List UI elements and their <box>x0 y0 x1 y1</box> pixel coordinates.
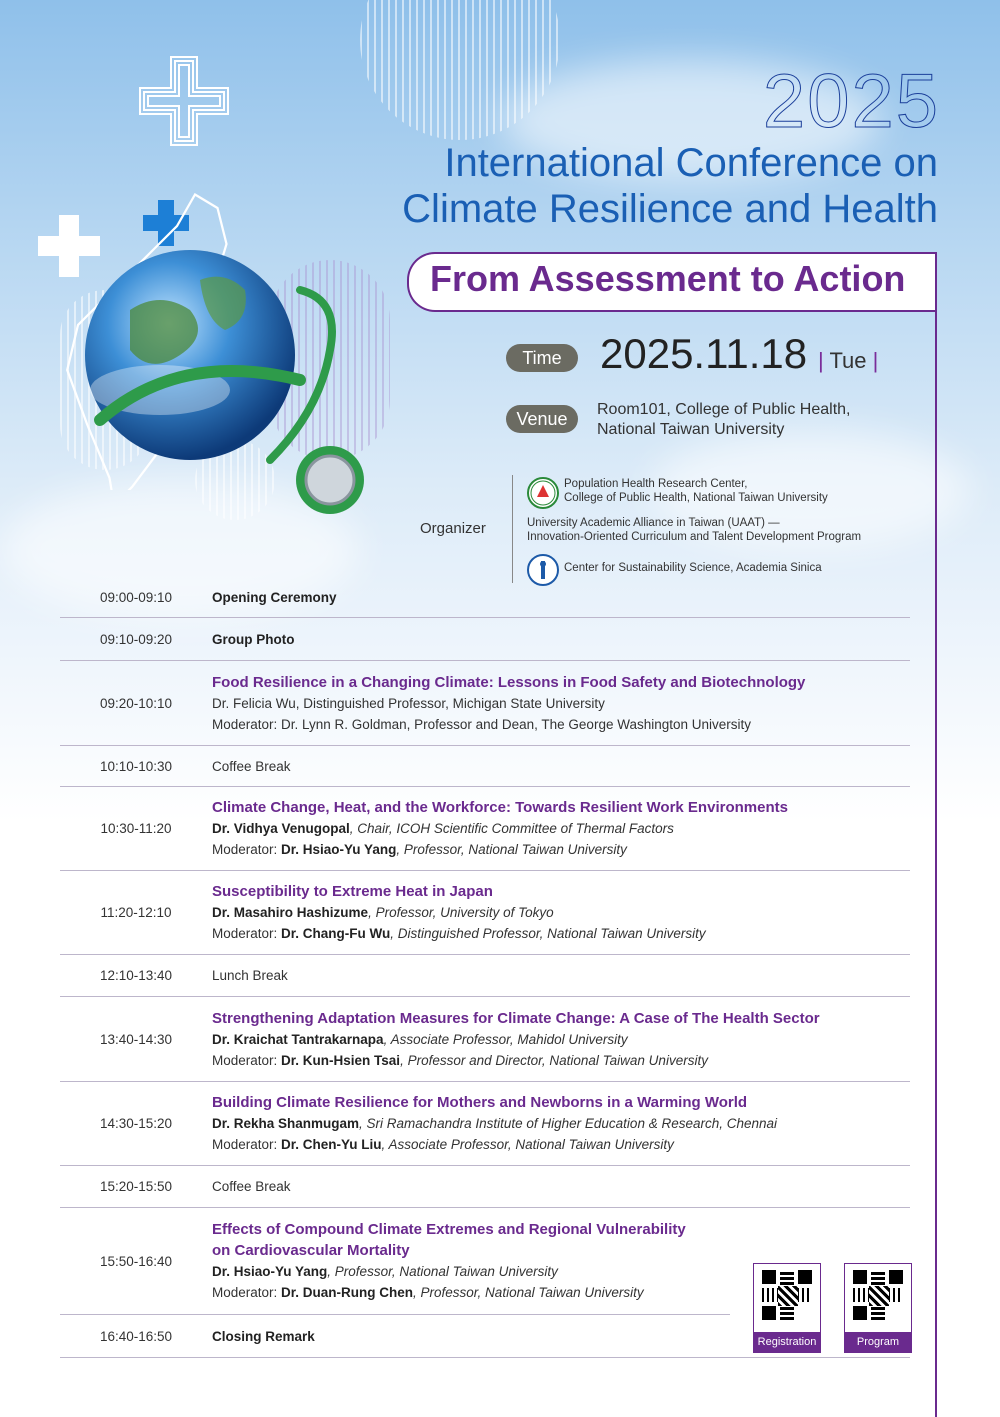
session-title: Susceptibility to Extreme Heat in Japan <box>212 883 493 900</box>
phrc-logo-icon <box>527 477 559 509</box>
session-time: 10:30-11:20 <box>100 821 172 836</box>
schedule-row <box>60 1166 910 1208</box>
schedule-row <box>60 578 910 618</box>
event-year: 2025 <box>762 59 940 144</box>
moderator-role: , Professor, National Taiwan University <box>413 1285 644 1300</box>
session-time: 11:20-12:10 <box>100 905 172 920</box>
organizer-item-2 <box>527 516 861 544</box>
registration-qr-label: Registration <box>754 1332 820 1352</box>
speaker-line <box>212 818 910 839</box>
session-time: 09:10-09:20 <box>99 631 173 647</box>
schedule-row <box>60 1208 730 1315</box>
speaker-name: Dr. Vidhya Venugopal <box>212 821 350 836</box>
speaker-role: , Professor, University of Tokyo <box>368 905 554 920</box>
organizer-label: Organizer <box>420 520 486 537</box>
venue-line-1: Room101, College of Public Health, <box>597 401 851 418</box>
moderator-name: Dr. Kun-Hsien Tsai <box>281 1052 401 1068</box>
schedule-row <box>60 955 910 997</box>
session-title: Food Resilience in a Changing Climate: Lessons in Food Safety and Biotechnology <box>212 673 806 691</box>
title-line-2: Climate Resilience and Health <box>402 187 938 231</box>
organizer-item-2-line-1: University Academic Alliance in Taiwan (UAAT) — <box>527 517 780 529</box>
event-day: | Tue | <box>818 348 879 373</box>
speaker-name: Dr. Rekha Shanmugam <box>212 1116 360 1131</box>
stethoscope-chestpiece-icon <box>290 440 370 520</box>
moderator-role: , Associate Professor, National Taiwan University <box>381 1137 674 1152</box>
venue-label: Venue <box>506 405 578 433</box>
outline-cross-icon <box>138 55 230 147</box>
session-time: 09:20-10:10 <box>99 695 173 711</box>
speaker-role: , Professor, National Taiwan University <box>327 1264 558 1279</box>
schedule-row <box>60 618 910 661</box>
session-title: Climate Change, Heat, and the Workforce: Towards Resilient Work Environments <box>212 799 788 816</box>
speaker-role: , Associate Professor, Mahidol University <box>383 1031 628 1047</box>
schedule-row <box>60 871 910 955</box>
moderator-line <box>212 923 910 944</box>
moderator-prefix: Moderator: <box>212 1137 282 1152</box>
accent-vertical-line <box>935 252 937 1417</box>
organizer-divider <box>512 475 513 583</box>
speaker-name: Dr. Masahiro Hashizume <box>212 905 369 920</box>
moderator-name: Dr. Chen-Yu Liu <box>281 1137 382 1152</box>
event-date: 2025.11.18 <box>600 330 808 377</box>
session-title: Strengthening Adaptation Measures for Climate Change: A Case of The Health Sector <box>212 1009 820 1027</box>
qr-code-icon <box>853 1270 903 1320</box>
moderator-role: , Distinguished Professor, National Taiwan University <box>390 926 706 941</box>
organizer-item-3 <box>564 561 822 575</box>
subtitle: From Assessment to Action <box>430 258 906 299</box>
speaker-name: Dr. Kraichat Tantrakarnapa <box>212 1031 384 1047</box>
session-title: Closing Remark <box>212 1328 315 1344</box>
speaker-line <box>212 1113 910 1134</box>
session-time: 14:30-15:20 <box>99 1116 173 1131</box>
speaker-role: , Sri Ramachandra Institute of Higher Education & Research, Chennai <box>359 1116 778 1131</box>
organizer-item-1-line-2: College of Public Health, National Taiwan University <box>564 492 828 504</box>
day-of-week: Tue <box>829 348 867 373</box>
venue-line-2: National Taiwan University <box>597 421 785 438</box>
moderator-role: , Professor, National Taiwan University <box>396 842 627 857</box>
session-time: 10:10-10:30 <box>99 758 173 774</box>
moderator-role: , Professor and Director, National Taiwan University <box>400 1052 708 1068</box>
session-title: Group Photo <box>212 631 295 647</box>
session-time: 13:40-14:30 <box>99 1031 173 1047</box>
session-title-line-1: Effects of Compound Climate Extremes and Regional Vulnerability <box>212 1221 686 1238</box>
session-time: 15:50-16:40 <box>99 1253 173 1269</box>
organizer-item-1 <box>564 477 828 505</box>
organizer-item-3-line-1: Center for Sustainability Science, Academia Sinica <box>564 562 822 574</box>
moderator-line <box>212 839 910 860</box>
moderator-name: Dr. Hsiao-Yu Yang <box>281 842 397 857</box>
schedule-row <box>60 787 910 871</box>
speaker-line <box>212 902 910 923</box>
moderator-line: Moderator: Dr. Lynn R. Goldman, Professor and Dean, The George Washington University <box>212 716 752 732</box>
schedule-row <box>60 746 910 787</box>
session-time: 09:00-09:10 <box>99 590 173 605</box>
moderator-name: Dr. Chang-Fu Wu <box>281 926 391 941</box>
qr-code-icon <box>762 1270 812 1320</box>
registration-qr-code[interactable] <box>753 1263 821 1353</box>
moderator-line <box>212 1134 910 1155</box>
schedule-table <box>60 578 910 1358</box>
program-qr-label: Program <box>845 1332 911 1352</box>
schedule-row <box>60 1082 910 1166</box>
speaker-role: , Chair, ICOH Scientific Committee of Thermal Factors <box>349 821 674 836</box>
speaker-line: Dr. Felicia Wu, Distinguished Professor, Michigan State University <box>212 695 605 711</box>
moderator-line <box>212 1282 730 1303</box>
session-title: Opening Ceremony <box>212 590 337 605</box>
speaker-line <box>212 1029 910 1050</box>
session-time: 12:10-13:40 <box>99 968 173 983</box>
moderator-prefix: Moderator: <box>212 842 282 857</box>
organizer-item-2-line-2: Innovation-Oriented Curriculum and Talent Development Program <box>527 531 862 543</box>
moderator-line <box>212 1050 910 1071</box>
program-qr-code[interactable] <box>844 1263 912 1353</box>
session-title-line-2: on Cardiovascular Mortality <box>212 1242 410 1259</box>
session-time: 15:20-15:50 <box>99 1179 173 1194</box>
schedule-row <box>60 997 910 1082</box>
session-title: Coffee Break <box>212 758 291 774</box>
schedule-row <box>60 661 910 746</box>
moderator-prefix: Moderator: <box>212 926 282 941</box>
session-title: Lunch Break <box>212 968 288 983</box>
moderator-prefix: Moderator: <box>212 1052 282 1068</box>
session-title: Building Climate Resilience for Mothers and Newborns in a Warming World <box>212 1094 748 1111</box>
conference-title <box>402 140 938 232</box>
moderator-prefix: Moderator: <box>212 1285 282 1300</box>
moderator-name: Dr. Duan-Rung Chen <box>281 1285 414 1300</box>
session-title: Coffee Break <box>212 1179 291 1194</box>
organizer-item-1-line-1: Population Health Research Center, <box>564 478 748 490</box>
title-line-1: International Conference on <box>444 141 938 185</box>
venue-text <box>597 400 850 440</box>
speaker-name: Dr. Hsiao-Yu Yang <box>212 1264 328 1279</box>
time-label: Time <box>506 344 578 372</box>
session-time: 16:40-16:50 <box>99 1328 173 1344</box>
speaker-line <box>212 1261 730 1282</box>
